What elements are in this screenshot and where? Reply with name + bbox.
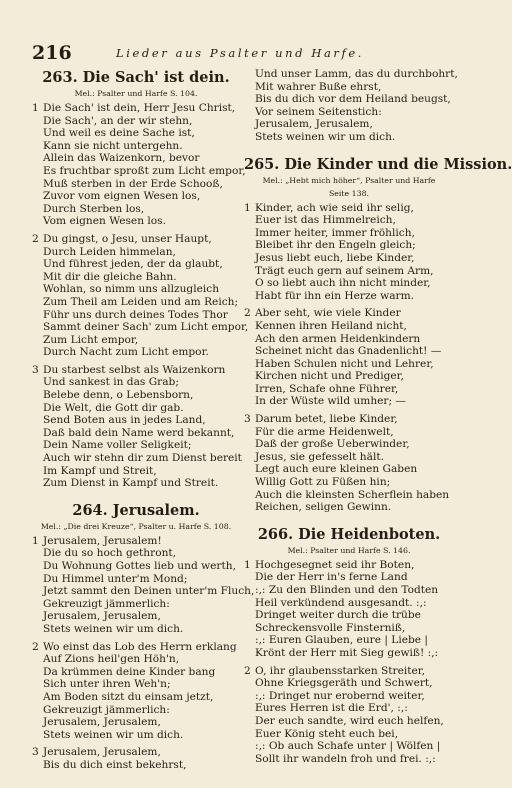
line-text: Daß der große Ueberwinder,: [255, 438, 410, 451]
verse-line: [244, 81, 454, 94]
verse-line: [244, 665, 454, 678]
continued-verse: [244, 68, 458, 144]
verse-line: [32, 152, 240, 165]
verse-line: [32, 427, 240, 440]
line-text: Stets weinen wir um dich.: [43, 622, 184, 635]
verse-line: [32, 376, 240, 389]
line-text: Legt auch eure kleinen Gaben: [255, 463, 418, 476]
verse: [32, 746, 240, 771]
verse-line: [244, 277, 454, 290]
page-header: [32, 42, 452, 64]
verse-line: [32, 623, 240, 636]
line-text: Durch Sterben los,: [43, 202, 145, 215]
verse-number: 1: [244, 201, 251, 214]
verse-line: [32, 477, 240, 490]
line-text: Du starbest selbst als Waizenkorn: [43, 363, 226, 376]
verse: [32, 364, 240, 490]
verse-line: [32, 729, 240, 742]
page-number: 216: [32, 42, 72, 64]
verse-line: [244, 290, 454, 303]
verse-line: [244, 252, 454, 265]
verse-line: [32, 547, 240, 560]
verse-line: [32, 127, 240, 140]
verse-line: [32, 666, 240, 679]
verse-line: [244, 740, 454, 753]
verse-line: [244, 118, 454, 131]
line-text: Für die arme Heidenwelt,: [255, 425, 394, 438]
verse-line: [244, 753, 454, 766]
verse: [32, 232, 249, 359]
line-text: Und sankest in das Grab;: [43, 376, 179, 389]
verse-line: [32, 321, 249, 334]
verse-line: [32, 102, 240, 115]
line-text: Durch Leiden himmelan,: [43, 245, 176, 258]
verse-line: [244, 559, 454, 572]
verse-number: 1: [32, 534, 39, 547]
line-text: Dein Name voller Seligkeit;: [43, 439, 192, 452]
verse: [244, 413, 454, 514]
verse-line: [32, 759, 240, 772]
verse-line: [244, 333, 454, 346]
verse-line: [32, 678, 240, 691]
line-text: Vom eignen Wesen los.: [43, 215, 166, 228]
line-text: Stets weinen wir um dich.: [255, 130, 396, 143]
verse-number: 2: [244, 307, 251, 320]
verse-line: [244, 345, 454, 358]
verse-line: [244, 647, 454, 660]
line-text: Habt für ihn ein Herze warm.: [255, 289, 415, 302]
verse-line: [32, 535, 240, 548]
verse-line: [32, 258, 240, 271]
verse-line: [32, 309, 240, 322]
verse-line: [32, 439, 240, 452]
line-text: Jesus liebt euch, liebe Kinder,: [255, 251, 415, 264]
verse-line: [32, 203, 240, 216]
verse-line: [244, 265, 454, 278]
verse-line: [244, 413, 454, 426]
line-text: O so liebt auch ihn nicht minder,: [255, 277, 431, 290]
verse-line: [244, 239, 454, 252]
line-text: Muß sterben in der Erde Schooß,: [43, 177, 223, 190]
line-text: Dringet weiter durch die trübe: [255, 609, 421, 622]
verse-line: [244, 489, 454, 502]
line-text: Du Himmel unter'm Mond;: [43, 572, 188, 585]
line-text: Belebe denn, o Lebensborn,: [43, 389, 194, 402]
verse-line: [244, 370, 454, 383]
verse-line: [32, 215, 240, 228]
verse-line: [244, 93, 454, 106]
verse-line: [32, 346, 240, 359]
line-text: Jerusalem, Jerusalem,: [43, 610, 161, 623]
line-text: Zum Theil am Leiden und am Reich;: [43, 295, 239, 308]
line-text: Du Wohnung Gottes lieb und werth,: [43, 560, 236, 572]
line-text: Ohne Kriegsgeräth und Schwert,: [255, 677, 433, 690]
hymn-title: [32, 501, 240, 521]
verse-line: [244, 358, 454, 371]
verse-number: 1: [244, 558, 251, 571]
verse-number: 3: [244, 413, 251, 426]
verse-line: [32, 641, 240, 654]
line-text: :,: Zu den Blinden und den Todten: [255, 584, 439, 596]
line-text: Wo einst das Lob des Herrn erklang: [43, 640, 237, 653]
line-text: Daß bald dein Name werd bekannt,: [43, 426, 235, 439]
melody-line: Mel.: Psalter und Harfe S. 104.: [74, 89, 198, 98]
line-text: Und weil es deine Sache ist,: [43, 127, 195, 140]
verse-line: [244, 383, 454, 396]
verse-line: [32, 704, 240, 717]
left-column: [32, 68, 255, 777]
running-head: Lieder aus Psalter und Harfe.: [116, 46, 365, 60]
verse-line: [32, 190, 240, 203]
line-text: Auch wir stehn dir zum Dienst bereit: [43, 452, 242, 465]
line-text: In der Wüste wild umher; —: [255, 395, 407, 408]
line-text: Jerusalem, Jerusalem,: [255, 118, 373, 131]
line-text: Haben Schulen nicht und Lehrer,: [255, 357, 434, 370]
verse-line: [32, 414, 240, 427]
line-text: Zum Dienst in Kampf und Streit.: [43, 477, 219, 490]
melody-line: Mel.: „Hebt mich höher“, Psalter und Harfe: [262, 175, 436, 185]
line-text: Schreckensvolle Finsterniß,: [255, 621, 406, 634]
verse-line: [244, 597, 454, 610]
line-text: Hochgesegnet seid ihr Boten,: [255, 558, 415, 571]
verse-line: [244, 307, 454, 320]
verse-line: [32, 164, 246, 178]
verse-number: 2: [244, 664, 251, 677]
line-text: Irren, Schafe ohne Führer,: [255, 382, 399, 395]
verse: [32, 534, 255, 636]
line-text: Die Sach' ist dein, Herr Jesu Christ,: [43, 102, 236, 114]
melody-line: Mel.: Psalter und Harfe S. 146.: [287, 545, 411, 555]
verse-line: [244, 702, 454, 715]
verse-line: [32, 598, 240, 611]
line-text: Mit wahrer Buße ehrst,: [255, 80, 382, 93]
verse-line: [32, 653, 240, 666]
line-text: Kennen ihren Heiland nicht,: [255, 319, 407, 332]
line-text: Euer ist das Himmelreich,: [255, 214, 396, 227]
hymn-number: 263.: [42, 69, 78, 86]
verse-line: [32, 452, 240, 465]
verse-line: [244, 584, 454, 597]
line-text: Immer heiter, immer fröhlich,: [255, 226, 415, 239]
line-text: Auch die kleinsten Scherflein haben: [255, 488, 450, 501]
verse-line: [244, 677, 454, 690]
right-column: [244, 68, 512, 770]
line-text: Führ uns durch deines Todes Thor: [43, 308, 228, 321]
verse-line: [32, 573, 240, 586]
verse-number: 3: [32, 363, 39, 376]
line-text: Da krümmen deine Kinder bang: [43, 665, 216, 678]
line-text: Kann sie nicht untergehn.: [43, 139, 183, 152]
verse-line: [244, 214, 454, 227]
verse: [244, 202, 454, 303]
verse-line: [244, 571, 454, 584]
line-text: Sich unter ihren Weh'n;: [43, 678, 171, 691]
line-text: Die Welt, die Gott dir gab.: [43, 401, 184, 414]
line-text: Es fruchtbar sproßt zum Licht empor,: [43, 164, 246, 177]
line-text: Eures Herren ist die Erd', :,:: [255, 702, 408, 715]
line-text: Kinder, ach wie seid ihr selig,: [255, 201, 414, 214]
verse-line: [244, 476, 454, 489]
verse-line: [244, 501, 454, 514]
line-text: Bis du dich einst bekehrst,: [43, 758, 187, 771]
verse-line: [32, 402, 240, 415]
line-text: Gekreuzigt jämmerlich:: [43, 597, 170, 610]
hymn-number: 264.: [72, 501, 108, 519]
line-text: Und führest jeden, der da glaubt,: [43, 258, 223, 271]
verse-line: [244, 609, 454, 622]
line-text: Aber seht, wie viele Kinder: [255, 307, 401, 320]
verse-line: [244, 106, 454, 119]
verse-line: [32, 115, 240, 128]
line-text: Send Boten aus in jedes Land,: [43, 414, 206, 427]
hymn-number: 266.: [257, 525, 294, 543]
line-text: Im Kampf und Streit,: [43, 464, 157, 477]
verse-line: [32, 465, 240, 478]
verse-line: [244, 451, 454, 464]
verse-line: [244, 438, 454, 451]
line-text: Jerusalem, Jerusalem!: [43, 534, 162, 547]
hymn-title: [244, 525, 454, 545]
line-text: Mit dir die gleiche Bahn.: [43, 270, 177, 283]
verse-line: [32, 140, 240, 153]
line-text: O, ihr glaubensstarken Streiter,: [255, 664, 426, 677]
verse-line: [244, 463, 454, 476]
line-text: Bleibet ihr den Engeln gleich;: [255, 239, 416, 252]
line-text: Euer König steht euch bei,: [255, 727, 399, 740]
verse-line: [32, 746, 240, 759]
line-text: Am Boden sitzt du einsam jetzt,: [43, 690, 214, 703]
line-text: Reichen, seligen Gewinn.: [255, 501, 392, 514]
verse-line: [32, 716, 240, 729]
line-text: Jesus, sie gefesselt hält.: [255, 450, 384, 463]
line-text: Und unser Lamm, das du durchbohrt,: [255, 68, 458, 80]
verse-line: [244, 426, 454, 439]
line-text: Sammt deiner Sach' zum Licht empor,: [43, 321, 249, 334]
line-text: Die der Herr in's ferne Land: [255, 571, 408, 584]
melody-line: Mel.: „Die drei Kreuze“, Psalter u. Harfe S. 108.: [40, 521, 232, 531]
verse-line: [32, 560, 240, 573]
verse-line: [244, 622, 454, 635]
line-text: Sollt ihr wandeln froh und frei. :,:: [255, 752, 436, 765]
verse-line: [244, 690, 454, 703]
verse-line: [32, 178, 240, 191]
verse-number: 1: [32, 102, 39, 114]
line-text: Krönt der Herr mit Sieg gewiß! :,:: [255, 646, 439, 659]
verse-line: [244, 68, 458, 81]
line-text: Jetzt sammt den Deinen unter'm Fluch,: [43, 585, 255, 598]
verse: [244, 307, 454, 408]
verse-line: [32, 271, 240, 284]
line-text: Stets weinen wir um dich.: [43, 728, 184, 741]
verse-number: 2: [32, 232, 39, 245]
verse-line: [32, 610, 240, 623]
verse-line: [32, 233, 240, 246]
verse-line: [32, 364, 240, 377]
verse-line: [244, 320, 454, 333]
verse: [32, 641, 240, 742]
verse-line: [32, 585, 255, 598]
line-text: Die du so hoch gethront,: [43, 547, 177, 560]
line-text: :,: Dringet nur erobernd weiter,: [255, 689, 425, 702]
verse-line: [244, 227, 454, 240]
line-text: Heil verkündend ausgesandt. :,:: [255, 596, 427, 609]
line-text: Du gingst, o Jesu, unser Haupt,: [43, 232, 212, 245]
verse-line: [32, 283, 240, 296]
line-text: Trägt euch gern auf seinem Arm,: [255, 264, 434, 277]
line-text: :,: Euren Glauben, eure | Liebe |: [255, 634, 428, 647]
verse-line: [32, 246, 240, 259]
verse-line: [32, 296, 240, 309]
verse: [32, 102, 246, 228]
line-text: Allein das Waizenkorn, bevor: [43, 152, 200, 165]
line-text: Gekreuzigt jämmerlich:: [43, 703, 170, 716]
line-text: Bis du dich vor dem Heiland beugst,: [255, 93, 451, 106]
verse-line: [32, 389, 240, 402]
verse-line: [244, 728, 454, 741]
verse-line: [32, 691, 240, 704]
line-text: Der euch sandte, wird euch helfen,: [255, 714, 444, 727]
hymn-name: Die Kinder und die Mission.: [284, 155, 512, 173]
melody-line-cont: Seite 138.: [328, 188, 370, 198]
verse-line: [32, 334, 240, 347]
line-text: Zum Licht empor,: [43, 333, 139, 346]
hymn-title: [244, 155, 512, 175]
hymn-name: Die Heidenboten.: [298, 525, 441, 543]
line-text: Jerusalem, Jerusalem,: [43, 716, 161, 729]
hymn-name: Jerusalem.: [112, 501, 200, 519]
verse: [244, 559, 454, 660]
hymn-number: 265.: [244, 155, 280, 173]
hymn-title: [32, 68, 240, 88]
line-text: Durch Nacht zum Licht empor.: [43, 346, 209, 359]
verse-line: [244, 131, 454, 144]
verse-number: 2: [32, 640, 39, 653]
verse: [244, 665, 454, 766]
verse-line: [244, 715, 454, 728]
verse-line: [244, 395, 454, 408]
line-text: Willig Gott zu Füßen hin;: [255, 476, 391, 489]
line-text: Scheinet nicht das Gnadenlicht! —: [255, 345, 442, 358]
line-text: :,: Ob auch Schafe unter | Wölfen |: [255, 740, 441, 753]
line-text: Wohlan, so nimm uns allzugleich: [43, 283, 220, 296]
hymn-name: Die Sach' ist dein.: [82, 69, 230, 86]
verse-line: [244, 634, 454, 647]
line-text: Jerusalem, Jerusalem,: [43, 746, 161, 759]
line-text: Ach den armen Heidenkindern: [255, 332, 421, 345]
line-text: Die Sach', an der wir stehn,: [43, 114, 193, 127]
verse-number: 3: [32, 746, 39, 759]
line-text: Auf Zions heil'gen Höh'n,: [43, 653, 180, 666]
line-text: Kirchen nicht und Prediger,: [255, 370, 404, 383]
line-text: Zuvor vom eignen Wesen los,: [43, 190, 201, 203]
line-text: Darum betet, liebe Kinder,: [255, 413, 398, 426]
line-text: Vor seinem Seitenstich:: [255, 105, 382, 118]
verse-line: [244, 202, 454, 215]
